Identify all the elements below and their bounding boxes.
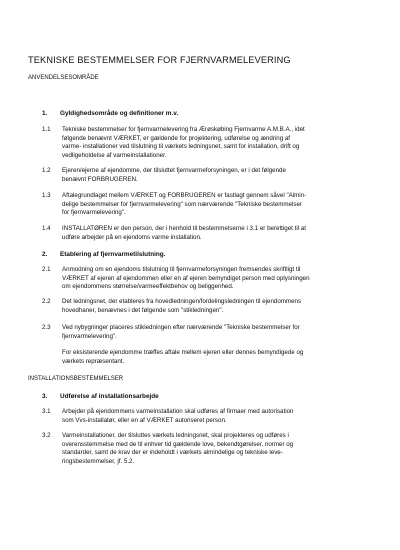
paragraph-line: følgende benævnt VÆRKET, er gældende for projektering, udførelse og ændring af <box>62 134 291 142</box>
paragraph-line: VÆRKET af ejeren af ejendommen eller en af ejeren bemyndiget person med oplysningen <box>62 274 310 282</box>
section-title: Udførelse af installationsarbejde <box>60 393 159 400</box>
paragraph-number: 3.1 <box>42 408 51 415</box>
section-number: 3. <box>42 393 48 400</box>
paragraph-line: ringsbestemmelser, jf. 5.2. <box>62 457 135 465</box>
paragraph-line: værkets repræsentant. <box>62 357 125 365</box>
paragraph-number: 1.2 <box>42 167 51 174</box>
paragraph-line: Ejeren/ejerne af ejendomme, der tilsluttet fjernvarmeforsyningen, er i det følgende <box>62 167 286 174</box>
paragraph-line: delige bestemmelser for fjernvarmelevering" som nærværende "Tekniske bestemmelser <box>62 200 302 208</box>
paragraph-number: 2.3 <box>42 324 51 331</box>
paragraph-line: For eksisterende ejendomme træffes aftale mellem ejeren eller dennes bemyndigede og <box>62 349 304 356</box>
paragraph-line: benævnt FORBRUGEREN. <box>62 175 138 183</box>
subtitle-anvendelsesomraade: ANVENDELSESOMRÅDE <box>28 75 99 81</box>
paragraph-line: Tekniske bestemmelser for fjernvarmelevering fra Ærøskøbing Fjernvarme A.M.B.A., idet <box>62 126 305 133</box>
paragraph-number: 2.1 <box>42 266 51 273</box>
section-number: 1. <box>42 110 48 117</box>
paragraph-line: Varmeinstallationer, der tilsluttes værkets ledningsnet, skal projekteres og udføres i <box>62 432 289 439</box>
installationsbestemmelser-label: INSTALLATIONSBESTEMMELSER <box>28 376 124 382</box>
paragraph-number: 1.1 <box>42 126 51 133</box>
paragraph-number: 1.4 <box>42 225 51 232</box>
paragraph-line: Anmodning om en ejendoms tilslutning til fjernvarmeforsyningen fremsendes skriftligt til <box>62 266 301 273</box>
paragraph-line: standarder, samt de krav der er indeholdt i værkets almindelige og tekniske leve- <box>62 449 283 457</box>
paragraph-line: om ejendommens størrelse/varmeeffektbehov og beliggenhed. <box>62 283 234 291</box>
paragraph-line: Ved nybygninger placeres stikledningen efter nærværende "Tekniske bestemmelser for <box>62 324 300 331</box>
paragraph-line: udføre arbejder på en ejendoms varme installation. <box>62 233 202 241</box>
section-title: Gyldighedsområde og definitioner m.v. <box>60 110 179 117</box>
paragraph-line: hovedhaner, benævnes i det følgende som "stikledningen". <box>62 306 224 314</box>
section-title: Etablering af fjernvarmetilslutning. <box>60 251 166 258</box>
paragraph-line: vedligeholdelse af varmeinstallationer. <box>62 151 167 159</box>
paragraph-line: Arbejder på ejendommens varmeinstallation skal udføres af firmaer med autorisation <box>62 408 294 415</box>
paragraph-number: 3.2 <box>42 432 51 439</box>
paragraph-line: overensstemmelse med de til enhver tid gældende love, bekendtgørelser, normer og <box>62 440 294 448</box>
paragraph-line: for fjernvarmelevering". <box>62 209 126 217</box>
paragraph-line: som Vvs-installatør, eller en af VÆRKET autoriseret person. <box>62 416 227 424</box>
paragraph-line: Det ledningsnet, der etableres fra hovedledningen/fordelingsledningen til ejendommens <box>62 298 302 305</box>
paragraph-line: Aftalegrundlaget mellem VÆRKET og FORBRUGEREN er fastlagt gennem såvel "Almin- <box>62 192 307 199</box>
paragraph-line: fjernvarmelevering". <box>62 332 117 340</box>
section-number: 2. <box>42 251 48 258</box>
paragraph-2-3-continued <box>62 349 303 366</box>
paragraph-number: 1.3 <box>42 192 51 199</box>
paragraph-line: INSTALLATØREN er den person, der i henhold til bestemmelserne i 3.1 er berettiget til at <box>62 225 306 232</box>
paragraph-line: varme- installationer ved tilslutning til værkets ledningsnet, samt for installation, drift og <box>62 143 300 151</box>
page-title: TEKNISKE BESTEMMELSER FOR FJERNVARMELEVERING <box>28 55 291 65</box>
paragraph-number: 2.2 <box>42 298 51 305</box>
